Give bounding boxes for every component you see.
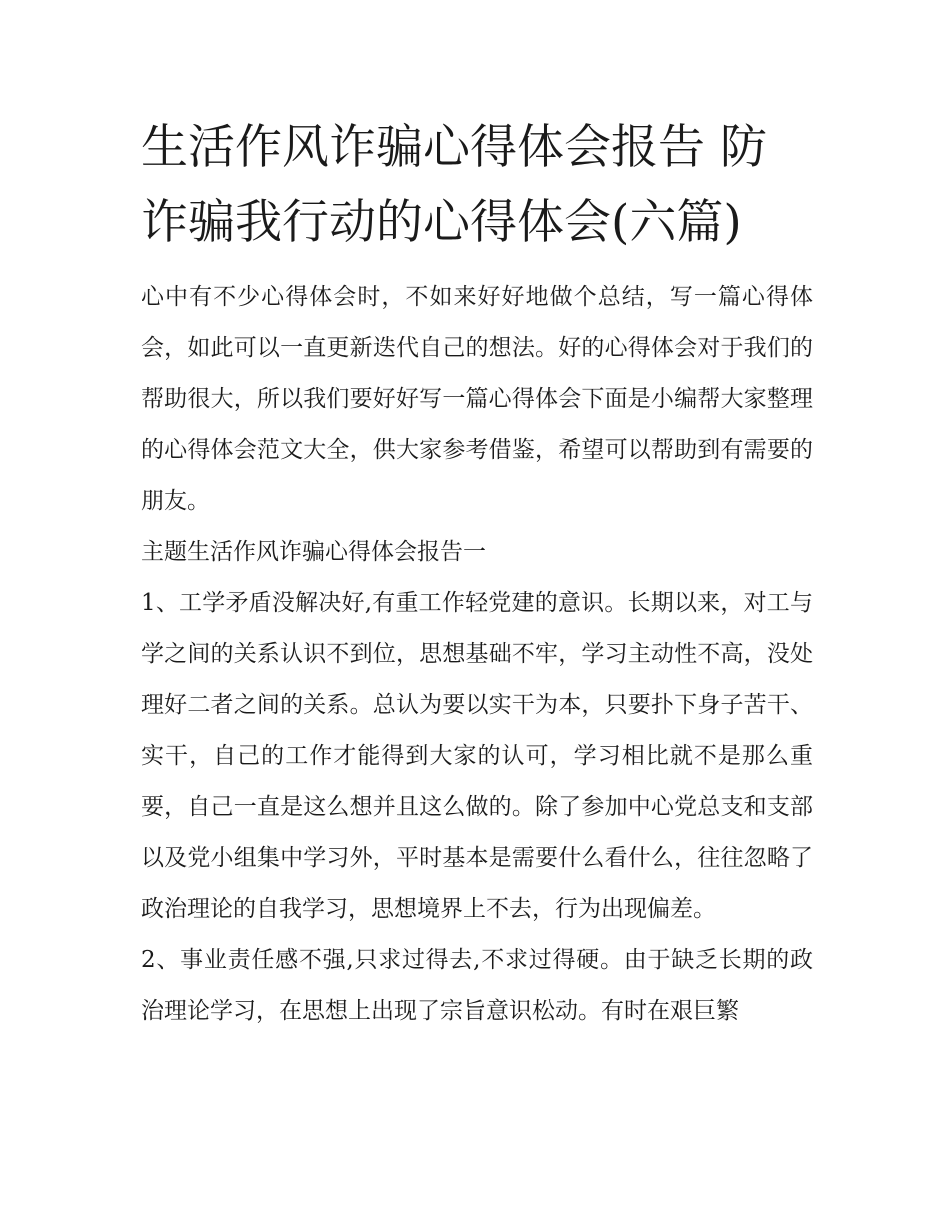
section-heading: 主题生活作风诈骗心得体会报告一 <box>141 539 486 565</box>
intro-paragraph: 心中有不少心得体会时，不如来好好地做个总结，写一篇心得体会，如此可以一直更新迭代自己的想法。好的心得体会对于我们的帮助很大，所以我们要好好写一篇心得体会下面是小编帮大家整理的心得体会范文大全，供大家参考借鉴，希望可以帮助到有需要的朋友。 <box>141 284 813 514</box>
document-page <box>141 110 813 1037</box>
document-title: 生活作风诈骗心得体会报告 防诈骗我行动的心得体会(六篇) <box>141 120 767 250</box>
list-item-2: 2、事业责任感不强,只求过得去,不求过得硬。由于缺乏长期的政治理论学习，在思想上出现了宗旨意识松动。有时在艰巨繁 <box>141 947 813 1024</box>
list-item-1: 1、工学矛盾没解决好,有重工作轻党建的意识。长期以来，对工与学之间的关系认识不到位，思想基础不牢，学习主动性不高，没处理好二者之间的关系。总认为要以实干为本，只要扑下身子苦干、实干，自己的工作才能得到大家的认可，学习相比就不是那么重要，自己一直是这么想并且这么做的。除了参加中心党总支和支部以及党小组集中学习外，平时基本是需要什么看什么，往往忽略了政治理论的自我学习，思想境界上不去，行为出现偏差。 <box>141 590 813 922</box>
